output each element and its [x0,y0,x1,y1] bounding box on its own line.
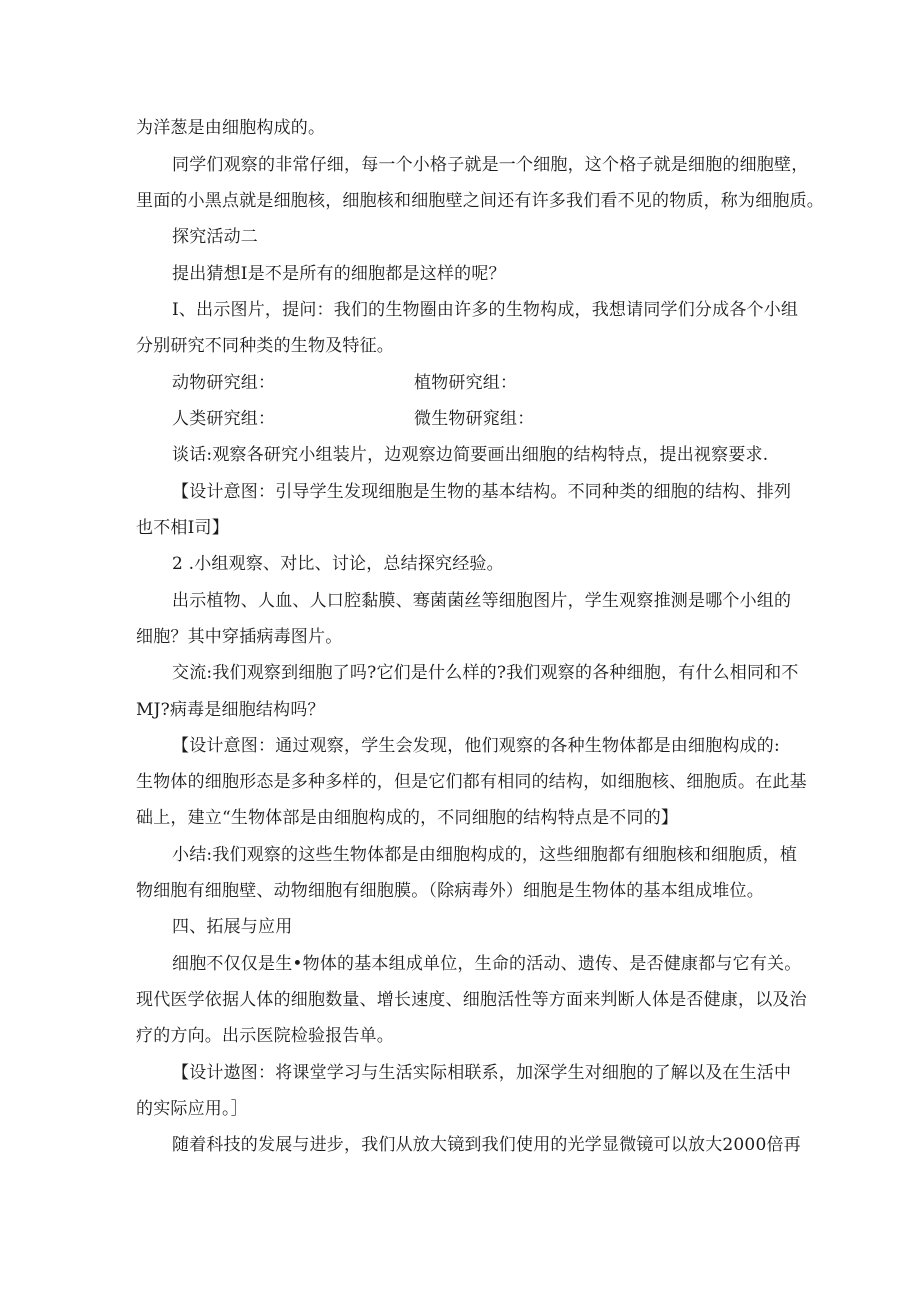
text-line: 为洋葱是由细胞构成的。 [136,118,326,138]
section-heading: 四、拓展与应用 [172,917,293,937]
group-label: 植物研究组： [414,373,518,393]
design-note: 【设计遨图：将课堂学习与生活实际相联系，加深学生对细胞的了解以及在生活中 [172,1063,792,1083]
text-line: 交流:我们观察到细胞了吗?它们是什么样的?我们观察的各种细胞，有什么相同和不 [172,663,799,683]
text-line: 疗的方向。出示医院检验报告单。 [136,1026,394,1046]
group-label: 动物研究组： [172,373,276,393]
group-label: 微生物研窕组： [414,409,535,429]
text-line: MJ?病毒是细胞结构吗？ [136,700,325,720]
text-line: 2 .小组观察、对比、讨论，总结探究经验。 [172,554,504,574]
text-line: 小结:我们观察的这些生物体都是由细胞构成的，这些细胞都有细胞核和细胞质，植 [172,845,798,865]
design-note: 【设计意图：通过观察，学生会发现，他们观察的各种生物体都是由细胞构成的: [172,736,780,756]
section-heading: 探究活动二 [172,227,258,247]
text-line: 现代医学依据人体的细胞数量、增长速度、细胞活性等方面来判断人体是否健康，以及治 [136,990,807,1010]
text-line: 随着科技的发展与进步，我们从放大镜到我们使用的光学显微镜可以放大2000倍再 [172,1135,801,1155]
text-line: 细胞不仅仅是生•物体的基本组成单位，生命的活动、遗传、是否健康都与它有关。 [172,954,802,974]
text-line: 细胞？其中穿插病毒图片。 [136,627,343,647]
text-line: 物细胞有细胞壁、动物细胞有细胞膜。（除病毒外）细胞是生物体的基本组成堆位。 [136,881,764,901]
design-note: 生物体的细胞形态是多种多样的，但是它们都有相同的结构，如细胞核、细胞质。在此基 [136,772,807,792]
text-line: 出示植物、人血、人口腔黏膜、骞菌菌丝等细胞图片，学生观察推测是哪个小组的 [172,591,792,611]
text-line: 里面的小黑点就是细胞核，细胞核和细胞壁之间还有许多我们看不见的物质，称为细胞质。 [136,191,824,211]
text-line: 谈话:观察各研究小组装片，边观察边简要画出细胞的结构特点，提出视察要求. [172,445,769,465]
design-note: 也不相I司】 [136,518,229,538]
design-note: 础上，建立“生物体部是由细胞构成的，不同细胞的结构特点是不同的】 [136,808,679,828]
text-line: I、出示图片，提问：我们的生物圈由许多的生物构成，我想请同学们分成各个小组 [172,300,799,320]
design-note: 【设计意图：引导学生发现细胞是生物的基本结构。不同种类的细胞的结构、排列 [172,482,792,502]
text-line: 同学们观察的非常仔细，每一个小格子就是一个细胞，这个格子就是细胞的细胞壁， [172,155,809,175]
text-line: 分别研究不同种类的生物及特征。 [136,336,394,356]
design-note: 的实际应用。］ [136,1099,248,1119]
group-label: 人类研究组： [172,409,276,429]
text-line: 提出猜想I是不是所有的细胞都是这样的呢？ [172,264,506,284]
